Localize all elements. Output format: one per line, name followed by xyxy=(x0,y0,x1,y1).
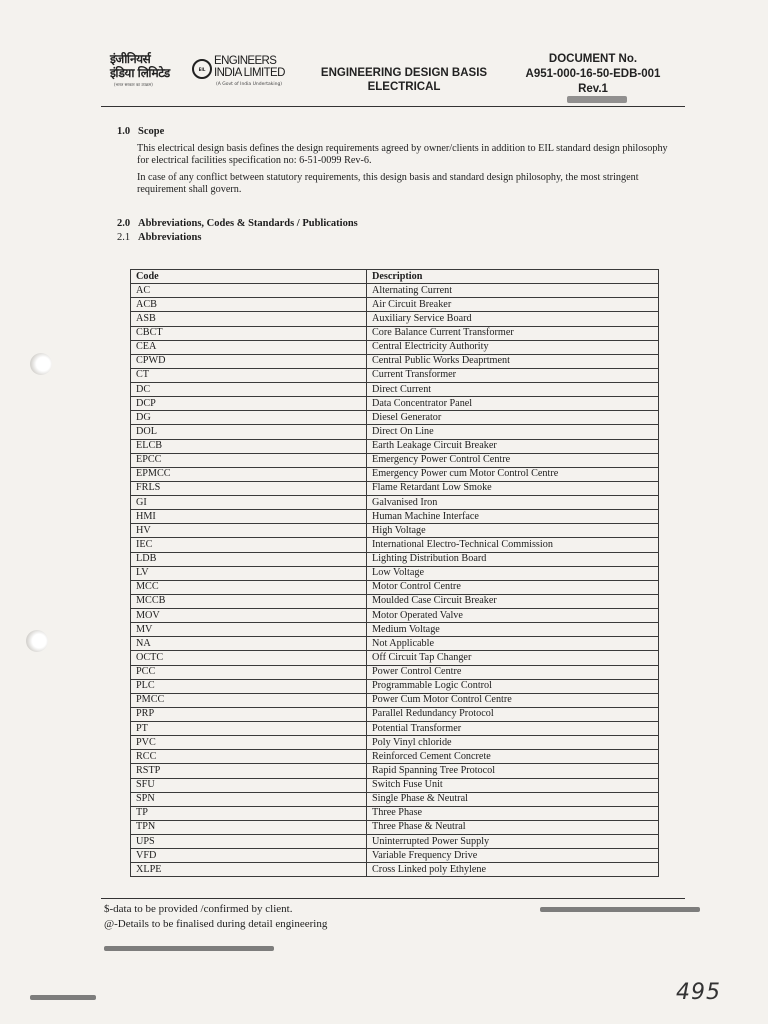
table-row xyxy=(131,764,659,778)
abbreviation-code: DCP xyxy=(131,397,367,411)
abbreviation-code: MOV xyxy=(131,609,367,623)
abbreviation-code: GI xyxy=(131,496,367,510)
abbreviation-description: Auxiliary Service Board xyxy=(367,312,659,326)
table-row xyxy=(131,665,659,679)
abbreviation-description: Direct On Line xyxy=(367,425,659,439)
abbreviation-code: CPWD xyxy=(131,354,367,368)
logo-hindi-subtitle: (भारत सरकार का उपक्रम) xyxy=(114,82,153,87)
abbreviation-description: Direct Current xyxy=(367,383,659,397)
table-row xyxy=(131,298,659,312)
abbreviation-description: Low Voltage xyxy=(367,566,659,580)
abbreviation-code: CBCT xyxy=(131,326,367,340)
abbreviation-code: CT xyxy=(131,368,367,382)
abbreviation-code: RCC xyxy=(131,750,367,764)
abbreviation-description: Emergency Power cum Motor Control Centre xyxy=(367,467,659,481)
abbreviations-table xyxy=(130,269,659,877)
abbreviation-description: Galvanised Iron xyxy=(367,496,659,510)
abbreviation-description: Current Transformer xyxy=(367,368,659,382)
abbreviation-description: Cross Linked poly Ethylene xyxy=(367,863,659,877)
footer-note-detail-engineering: @-Details to be finalised during detail engineering xyxy=(104,918,328,930)
section-number: 2.1 xyxy=(117,232,131,243)
abbreviation-code: TP xyxy=(131,806,367,820)
abbreviation-code: NA xyxy=(131,637,367,651)
table-row xyxy=(131,439,659,453)
punch-hole-top xyxy=(30,353,52,375)
table-row xyxy=(131,651,659,665)
table-row xyxy=(131,496,659,510)
abbreviation-description: Medium Voltage xyxy=(367,623,659,637)
section-abbreviations-codes-heading xyxy=(117,218,358,229)
table-row xyxy=(131,580,659,594)
abbreviation-code: HMI xyxy=(131,510,367,524)
table-row xyxy=(131,284,659,298)
section-abbreviations-heading xyxy=(117,232,201,243)
table-row xyxy=(131,863,659,877)
abbreviation-description: Earth Leakage Circuit Breaker xyxy=(367,439,659,453)
abbreviation-code: DOL xyxy=(131,425,367,439)
abbreviation-description: Central Electricity Authority xyxy=(367,340,659,354)
abbreviation-description: Rapid Spanning Tree Protocol xyxy=(367,764,659,778)
document-revision: Rev.1 xyxy=(578,83,608,95)
abbreviation-description: Variable Frequency Drive xyxy=(367,849,659,863)
abbreviation-description: Reinforced Cement Concrete xyxy=(367,750,659,764)
abbreviation-description: Parallel Redundancy Protocol xyxy=(367,707,659,721)
logo-hindi-name: इंजीनियर्स इंडिया लिमिटेड xyxy=(110,52,170,80)
abbreviation-code: TPN xyxy=(131,820,367,834)
redacted-copyright xyxy=(540,907,700,912)
table-row xyxy=(131,849,659,863)
eil-logo xyxy=(110,52,300,94)
table-row xyxy=(131,736,659,750)
header-divider xyxy=(101,106,685,107)
abbreviation-description: Flame Retardant Low Smoke xyxy=(367,481,659,495)
abbreviation-code: SFU xyxy=(131,778,367,792)
table-row xyxy=(131,524,659,538)
abbreviation-code: HV xyxy=(131,524,367,538)
abbreviation-code: PLC xyxy=(131,679,367,693)
abbreviation-description: Air Circuit Breaker xyxy=(367,298,659,312)
abbreviation-code: OCTC xyxy=(131,651,367,665)
section-number: 2.0 xyxy=(117,218,131,229)
table-row xyxy=(131,383,659,397)
footer-note-client-data: $-data to be provided /confirmed by client. xyxy=(104,903,293,915)
table-row xyxy=(131,453,659,467)
abbreviation-code: MV xyxy=(131,623,367,637)
section-number: 1.0 xyxy=(117,126,131,137)
abbreviation-description: Switch Fuse Unit xyxy=(367,778,659,792)
redacted-corner-mark xyxy=(30,995,96,1000)
document-title-line2: ELECTRICAL xyxy=(367,81,441,93)
abbreviation-code: PMCC xyxy=(131,693,367,707)
abbreviation-code: XLPE xyxy=(131,863,367,877)
eil-emblem-icon: EIL xyxy=(192,59,212,79)
abbreviation-code: AC xyxy=(131,284,367,298)
table-row xyxy=(131,594,659,608)
section-title: Scope xyxy=(138,126,165,137)
abbreviation-code: ELCB xyxy=(131,439,367,453)
abbreviation-description: Alternating Current xyxy=(367,284,659,298)
abbreviation-code: EPMCC xyxy=(131,467,367,481)
redacted-format-number xyxy=(104,946,274,951)
abbreviation-description: Single Phase & Neutral xyxy=(367,792,659,806)
abbreviation-description: Three Phase & Neutral xyxy=(367,820,659,834)
abbreviation-code: PCC xyxy=(131,665,367,679)
table-row xyxy=(131,326,659,340)
abbreviation-description: Emergency Power Control Centre xyxy=(367,453,659,467)
abbreviation-description: High Voltage xyxy=(367,524,659,538)
table-row xyxy=(131,750,659,764)
table-row xyxy=(131,481,659,495)
document-number-block xyxy=(512,52,674,97)
abbreviation-description: Data Concentrator Panel xyxy=(367,397,659,411)
table-row xyxy=(131,623,659,637)
table-row xyxy=(131,552,659,566)
abbreviation-code: MCCB xyxy=(131,594,367,608)
table-row xyxy=(131,778,659,792)
table-row xyxy=(131,806,659,820)
abbreviation-code: SPN xyxy=(131,792,367,806)
table-row xyxy=(131,425,659,439)
table-row xyxy=(131,679,659,693)
table-row xyxy=(131,609,659,623)
table-row xyxy=(131,411,659,425)
abbreviation-code: CEA xyxy=(131,340,367,354)
abbreviation-description: Core Balance Current Transformer xyxy=(367,326,659,340)
table-row xyxy=(131,397,659,411)
table-header-row xyxy=(131,270,659,284)
abbreviation-code: VFD xyxy=(131,849,367,863)
abbreviation-description: Potential Transformer xyxy=(367,722,659,736)
abbreviation-code: PVC xyxy=(131,736,367,750)
redacted-page-ref xyxy=(567,96,627,103)
abbreviation-description: Poly Vinyl chloride xyxy=(367,736,659,750)
abbreviation-code: PRP xyxy=(131,707,367,721)
abbreviation-description: Diesel Generator xyxy=(367,411,659,425)
abbreviation-code: PT xyxy=(131,722,367,736)
handwritten-page-number: 495 xyxy=(676,980,721,1005)
abbreviation-description: Power Cum Motor Control Centre xyxy=(367,693,659,707)
abbreviation-description: Uninterrupted Power Supply xyxy=(367,835,659,849)
document-title xyxy=(306,66,502,94)
abbreviation-code: LDB xyxy=(131,552,367,566)
abbreviation-code: DG xyxy=(131,411,367,425)
abbreviation-description: Lighting Distribution Board xyxy=(367,552,659,566)
abbreviation-code: LV xyxy=(131,566,367,580)
abbreviation-description: Off Circuit Tap Changer xyxy=(367,651,659,665)
table-row xyxy=(131,510,659,524)
table-row xyxy=(131,637,659,651)
column-header-description: Description xyxy=(367,270,659,284)
abbreviation-description: Motor Control Centre xyxy=(367,580,659,594)
logo-english-line1: ENGINEERS xyxy=(214,55,277,67)
abbreviation-code: EPCC xyxy=(131,453,367,467)
abbreviation-description: Three Phase xyxy=(367,806,659,820)
document-number-label: DOCUMENT No. xyxy=(548,53,638,65)
abbreviation-description: Power Control Centre xyxy=(367,665,659,679)
table-row xyxy=(131,566,659,580)
table-row xyxy=(131,467,659,481)
abbreviation-code: FRLS xyxy=(131,481,367,495)
abbreviation-description: International Electro-Technical Commission xyxy=(367,538,659,552)
punch-hole-bottom xyxy=(26,630,48,652)
footer-divider xyxy=(101,898,685,899)
abbreviation-description: Human Machine Interface xyxy=(367,510,659,524)
abbreviation-description: Programmable Logic Control xyxy=(367,679,659,693)
table-row xyxy=(131,820,659,834)
table-row xyxy=(131,340,659,354)
abbreviation-description: Moulded Case Circuit Breaker xyxy=(367,594,659,608)
table-row xyxy=(131,354,659,368)
table-row xyxy=(131,312,659,326)
logo-english-subtitle: (A Govt of India Undertaking) xyxy=(216,82,283,87)
table-row xyxy=(131,538,659,552)
document-title-line1: ENGINEERING DESIGN BASIS xyxy=(320,67,488,79)
scope-paragraph-2: In case of any conflict between statutory requirements, this design basis and standard design philosophy, the most stringent requirement shall govern. xyxy=(137,172,639,195)
abbreviation-code: UPS xyxy=(131,835,367,849)
abbreviations-table-body xyxy=(131,284,659,877)
abbreviation-code: ASB xyxy=(131,312,367,326)
logo-english-line2: INDIA LIMITED xyxy=(214,67,285,79)
abbreviation-description: Central Public Works Deaprtment xyxy=(367,354,659,368)
table-row xyxy=(131,693,659,707)
table-row xyxy=(131,792,659,806)
abbreviation-description: Not Applicable xyxy=(367,637,659,651)
scope-paragraph-1: This electrical design basis defines the design requirements agreed by owner/clients in addition to EIL standard design philosophy for electrical facilities specification no: 6-51-0099 Rev-6. xyxy=(137,143,668,166)
abbreviation-code: DC xyxy=(131,383,367,397)
table-row xyxy=(131,368,659,382)
section-title: Abbreviations, Codes & Standards / Publications xyxy=(138,218,358,229)
table-row xyxy=(131,835,659,849)
abbreviation-code: ACB xyxy=(131,298,367,312)
table-row xyxy=(131,722,659,736)
column-header-code: Code xyxy=(131,270,367,284)
abbreviation-code: RSTP xyxy=(131,764,367,778)
abbreviation-description: Motor Operated Valve xyxy=(367,609,659,623)
table-row xyxy=(131,707,659,721)
abbreviation-code: IEC xyxy=(131,538,367,552)
abbreviation-code: MCC xyxy=(131,580,367,594)
section-scope-heading xyxy=(117,126,164,137)
section-title: Abbreviations xyxy=(138,232,202,243)
document-number: A951-000-16-50-EDB-001 xyxy=(525,68,661,80)
